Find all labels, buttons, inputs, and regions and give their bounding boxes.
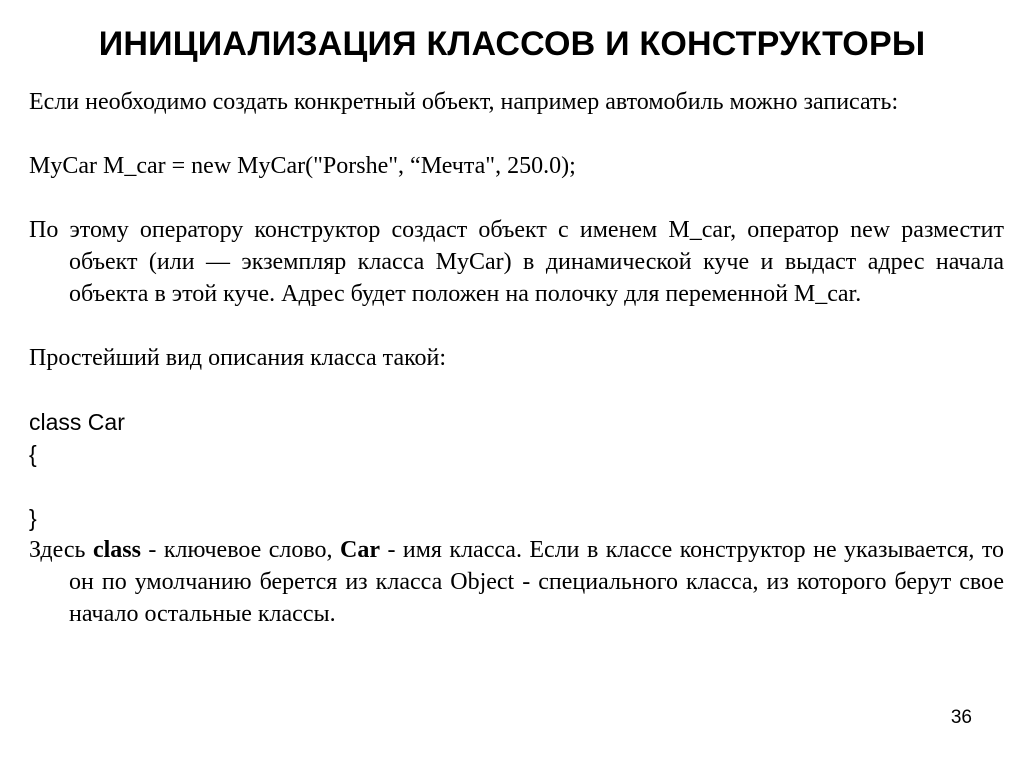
spacer — [29, 374, 1004, 406]
keyword-car: Car — [340, 537, 380, 563]
code-class-declaration: class Car — [29, 409, 125, 435]
paragraph-keywords — [29, 534, 1004, 630]
text-segment: Здесь — [29, 537, 93, 563]
slide-body — [29, 86, 1004, 630]
text-segment: - имя класса. Если в классе конструктор не указывается, то он по умолчанию берется из класса Object - специального класса, из которого берут свое начало остальные классы. — [69, 537, 1005, 627]
code-close-brace: } — [29, 505, 37, 531]
paragraph-intro: Если необходимо создать конкретный объект, например автомобиль можно записать: — [29, 89, 899, 115]
paragraph-class-description: Простейший вид описания класса такой: — [29, 345, 447, 371]
spacer — [29, 470, 1004, 502]
text-segment: - ключевое слово, — [140, 537, 341, 563]
code-open-brace: { — [29, 441, 37, 467]
slide-title: ИНИЦИАЛИЗАЦИЯ КЛАССОВ И КОНСТРУКТОРЫ — [98, 25, 926, 63]
spacer — [29, 182, 1004, 214]
spacer — [29, 310, 1004, 342]
paragraph-explanation: По этому оператору конструктор создаст объект с именем M_car, оператор new разместит объект (или — экземпляр класса MyCar) в динамической куче и выдаст адрес начала объекта в этой куче. Адрес будет положен на полочку для переменной M_car. — [29, 217, 1004, 307]
spacer — [29, 118, 1004, 150]
keyword-class: class — [92, 537, 141, 563]
code-constructor-call: MyCar M_car = new MyCar("Porshe", “Мечта", 250.0); — [29, 153, 576, 179]
page-number: 36 — [950, 707, 972, 728]
